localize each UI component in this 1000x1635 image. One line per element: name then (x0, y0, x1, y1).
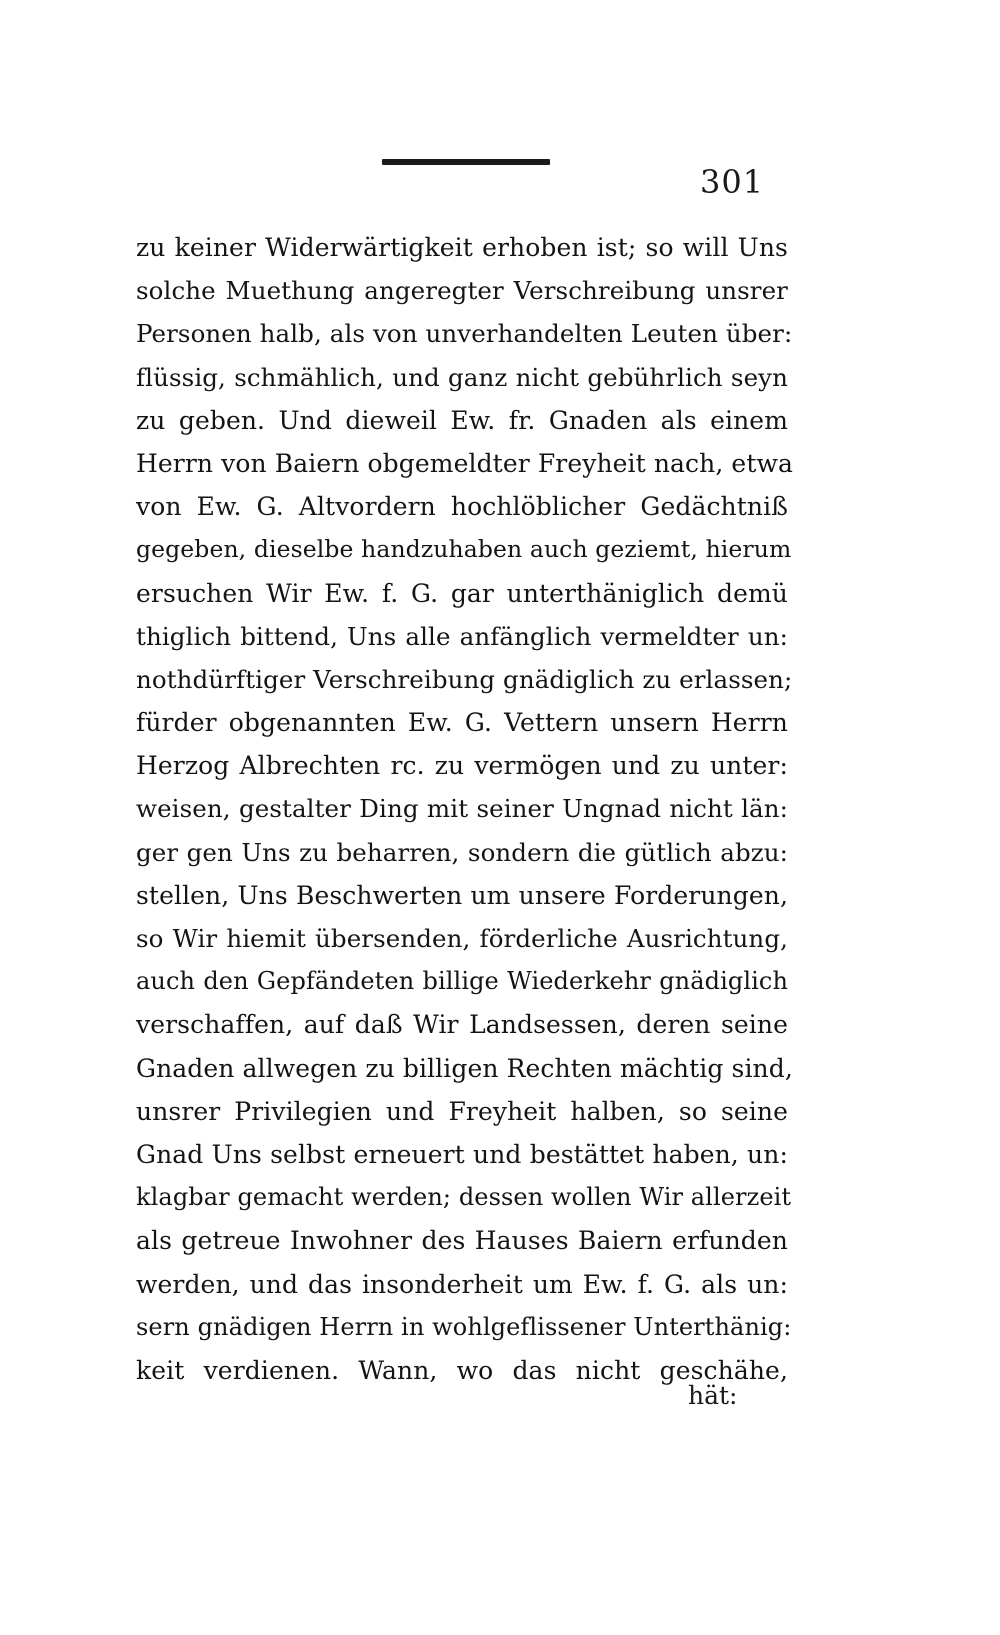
text-line: Herzog Albrechten rc. zu vermögen und zu unter: (136, 751, 788, 781)
text-line: zu keiner Widerwärtigkeit erhoben ist; so will Uns (136, 233, 788, 262)
text-line: zu geben. Und dieweil Ew. fr. Gnaden als einem (136, 405, 788, 435)
text-line: Gnaden allwegen zu billigen Rechten mächtig sind, (136, 1053, 793, 1083)
text-line: als getreue Inwohner des Hauses Baiern erfunden (136, 1226, 788, 1256)
text-line: Personen halb, als von unverhandelten Leuten über: (136, 319, 793, 349)
text-line: fürder obgenannten Ew. G. Vettern unsern Herrn (136, 708, 788, 738)
text-line: gegeben, dieselbe handzuhaben auch geziemt, hierum (136, 535, 792, 564)
text-line: keit verdienen. Wann, wo das nicht geschähe, (136, 1355, 788, 1385)
text-line: nothdürftiger Verschreibung gnädiglich zu erlassen; (136, 664, 793, 694)
body-text (136, 226, 793, 1392)
text-line: ger gen Uns zu beharren, sondern die gütlich abzu: (136, 837, 788, 867)
text-line: verschaffen, auf daß Wir Landsessen, deren seine (136, 1010, 788, 1040)
header-rule (382, 159, 550, 165)
text-line: flüssig, schmählich, und ganz nicht gebührlich seyn (136, 362, 788, 392)
text-line: solche Muethung angeregter Verschreibung unsrer (136, 276, 788, 306)
text-line: weisen, gestalter Ding mit seiner Ungnad nicht län: (136, 794, 788, 824)
text-line: unsrer Privilegien und Freyheit halben, so seine (136, 1096, 788, 1126)
catchword: hät: (688, 1381, 738, 1410)
text-line: Herrn von Baiern obgemeldter Freyheit nach, etwa (136, 448, 793, 478)
text-line: ersuchen Wir Ew. f. G. gar unterthäniglich demü (136, 578, 788, 608)
text-line: so Wir hiemit übersenden, förderliche Ausrichtung, (136, 924, 788, 953)
text-line: thiglich bittend, Uns alle anfänglich vermeldter un: (136, 621, 788, 651)
text-line: werden, und das insonderheit um Ew. f. G. als un: (136, 1269, 788, 1299)
text-line: sern gnädigen Herrn in wohlgeflissener Unterthänig: (136, 1312, 792, 1341)
text-line: stellen, Uns Beschwerten um unsere Forderungen, (136, 880, 788, 910)
text-line: Gnad Uns selbst erneuert und bestättet haben, un: (136, 1139, 788, 1169)
page-number: 301 (700, 163, 765, 201)
text-line: auch den Gepfändeten billige Wiederkehr gnädiglich (136, 967, 788, 996)
text-line: von Ew. G. Altvordern hochlöblicher Gedächtniß (136, 492, 788, 522)
text-line: klagbar gemacht werden; dessen wollen Wir allerzeit (136, 1183, 792, 1212)
